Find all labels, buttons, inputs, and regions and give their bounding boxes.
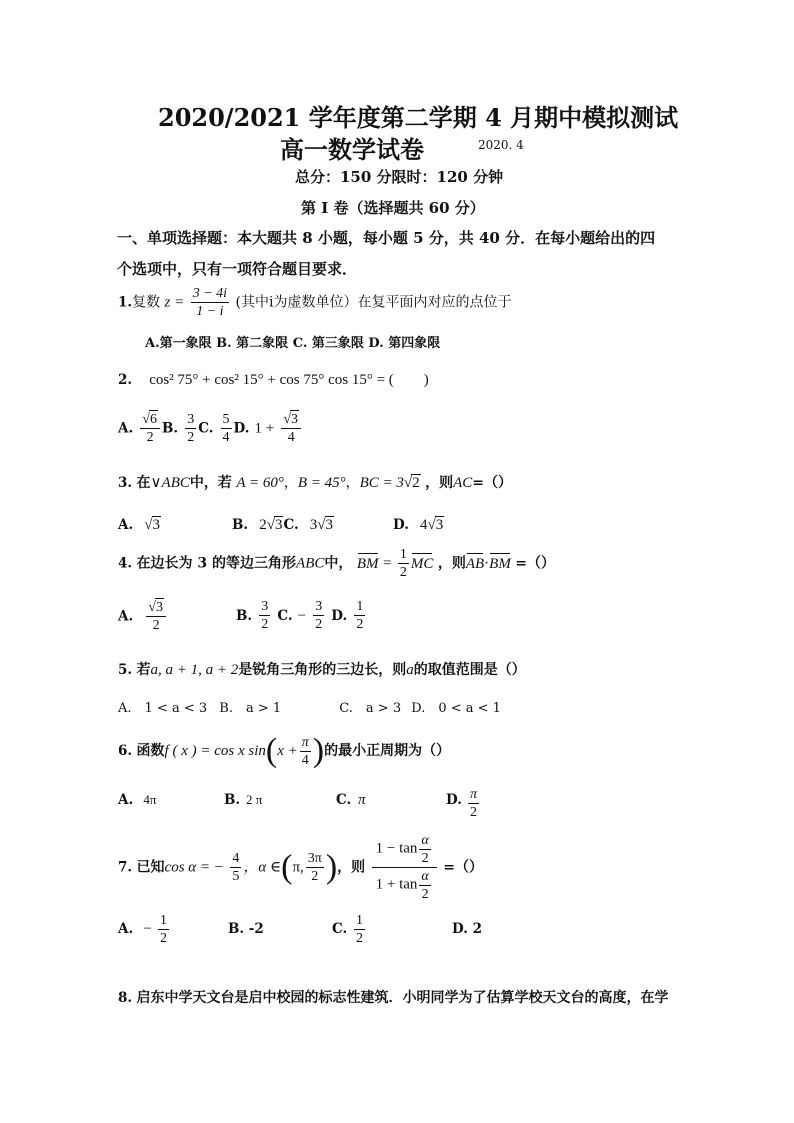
option-b: B. -2	[228, 921, 264, 937]
q1-lhs: z =	[164, 294, 185, 311]
q7-bottom-half-den: 2	[421, 887, 429, 902]
q2-expression: cos² 75° + cos² 15° + cos 75° cos 15° = ( )	[149, 372, 429, 388]
q7-cos-expression: cos α = −	[164, 859, 224, 876]
q6-denominator: 4	[301, 752, 309, 768]
option-a-fraction	[140, 410, 160, 446]
option-c-numerator: 3	[315, 599, 323, 614]
q4-denominator: 2	[399, 565, 407, 580]
question-6	[118, 732, 450, 770]
option-c-numerator: 1	[356, 913, 363, 928]
option-a-fraction	[158, 912, 169, 947]
option-b-label: B.	[224, 792, 241, 808]
question-number: 4.	[118, 555, 133, 572]
option-c-fraction	[354, 912, 365, 947]
q6-pre: 函数	[136, 743, 165, 759]
option-d-numerator: π	[470, 787, 478, 802]
q7-top-prefix: 1 − tan	[375, 840, 418, 857]
q7-interval-lo: π,	[292, 859, 304, 876]
option-a-numerator: √6	[140, 410, 160, 429]
option-d-label: D.	[331, 608, 348, 624]
q3-triangle: ∨ABC	[150, 475, 190, 491]
question-number: 1.	[118, 294, 133, 311]
q3-tail: =（）	[472, 475, 513, 491]
option-a-label: A.	[118, 420, 134, 437]
q7-cos-numerator: 4	[232, 851, 240, 866]
option-b-value: 2√3	[259, 517, 283, 533]
option-c-sign: −	[297, 608, 307, 624]
vector-bm: BM	[356, 555, 379, 572]
q7-bottom-half-num: α	[421, 869, 429, 884]
q6-expression: f ( x ) = cos x sin	[164, 743, 266, 759]
q5-expression: a, a + 1, a + 2	[150, 662, 239, 678]
right-paren: )	[312, 732, 325, 769]
option-d-coef: 4	[420, 517, 428, 533]
option-a-label: A.	[118, 608, 134, 625]
q7-options	[118, 912, 498, 947]
option-d: D. 2	[452, 921, 483, 937]
option-c-label: C.	[332, 921, 348, 937]
option-a-numerator: √3	[146, 598, 166, 617]
q3-post: ，则	[425, 475, 454, 491]
question-2	[118, 368, 429, 389]
score-line: 总分：150 分限时：120 分钟	[295, 168, 504, 186]
option-c-numerator: 5	[222, 411, 230, 427]
q3-radicand: 2	[412, 475, 420, 491]
option-d-denominator: 2	[356, 617, 364, 632]
exam-subtitle: 高一数学试卷	[280, 135, 424, 164]
q3-option-a	[118, 514, 161, 534]
q7-interval-numerator: 3π	[307, 851, 322, 866]
q3-ask: AC	[453, 475, 473, 491]
option-b-numerator: 3	[261, 599, 269, 614]
option-d-value: 4√3	[420, 517, 444, 533]
question-5	[118, 659, 526, 679]
option-b-label: B.	[236, 608, 253, 624]
q6-inner: x +	[277, 743, 298, 759]
option-b-fraction	[259, 598, 270, 633]
question-8	[118, 987, 669, 1007]
q7-interval-denominator: 2	[311, 869, 319, 884]
option-b-radicand: 3	[274, 517, 283, 533]
option-d-fraction	[468, 786, 479, 821]
q3-option-d	[393, 514, 444, 534]
q1-fraction	[191, 285, 229, 320]
option-c-value: 3√3	[309, 517, 333, 533]
option-d-label: D.	[393, 517, 409, 533]
q4-post: ，则	[437, 555, 466, 572]
q1-numerator: 3 − 4i	[192, 286, 228, 301]
option-b-denominator: 2	[261, 617, 269, 632]
q5-post: 的取值范围是（）	[413, 662, 526, 678]
option-b-value: 2 π	[246, 792, 263, 807]
option-a-denominator: 2	[146, 430, 154, 445]
q3-option-bc	[232, 514, 334, 534]
question-number: 7.	[118, 859, 133, 876]
option-d-label: D.	[446, 792, 462, 808]
option-d-denominator: 2	[470, 805, 477, 820]
q1-post: (其中i为虚数单位）在复平面内对应的点位于	[235, 294, 512, 311]
question-1	[118, 285, 511, 320]
option-a-value: 4π	[143, 792, 157, 807]
q7-top-half-den: 2	[421, 851, 429, 866]
left-paren: (	[281, 848, 293, 886]
q3-cond1: A = 60°	[236, 475, 284, 491]
option-c-fraction	[221, 411, 232, 446]
option-c-label: C.	[336, 792, 352, 808]
q7-interval-fraction	[306, 850, 324, 885]
q2-options	[118, 410, 303, 446]
option-a-sign: −	[143, 921, 152, 937]
q6-numerator: π	[301, 734, 309, 750]
q4-pre: 在边长为 3 的等边三角形	[136, 555, 297, 572]
q4-numerator: 1	[399, 547, 407, 562]
option-d: D. 0 < a < 1	[411, 701, 501, 716]
q7-bottom-half	[419, 868, 430, 903]
option-c-denominator: 2	[356, 931, 363, 946]
option-b-fraction	[185, 411, 196, 446]
option-a-radicand: 3	[155, 600, 163, 615]
option-a-label: A.	[118, 792, 134, 808]
option-a-denominator: 2	[159, 931, 167, 946]
q5-pre: 若	[136, 662, 151, 678]
question-number: 2.	[118, 372, 133, 388]
q1-pre: 复数	[132, 294, 161, 311]
q5-options	[118, 697, 501, 716]
q7-cos-fraction	[230, 850, 241, 885]
q7-post: ，则	[337, 859, 366, 876]
option-c-label: C.	[277, 608, 293, 624]
q5-var: a	[406, 662, 414, 678]
option-a-numerator: 1	[159, 913, 167, 928]
q7-top-half	[419, 832, 430, 867]
option-d-numerator: 1	[356, 599, 364, 614]
q7-bottom-prefix: 1 + tan	[375, 876, 418, 893]
vector-mc: MC	[410, 555, 434, 572]
option-b: B. a > 1	[219, 701, 282, 716]
q7-big-fraction	[372, 832, 437, 903]
option-b-coef: 2	[259, 517, 267, 533]
q7-cos-denominator: 5	[232, 869, 240, 884]
option-d-denominator: 4	[287, 430, 295, 445]
q4-equals: =	[382, 555, 392, 572]
option-b-numerator: 3	[187, 411, 195, 427]
question-4	[118, 546, 555, 581]
option-d-numerator: √3	[281, 410, 301, 429]
q4-tail: =（）	[515, 555, 556, 572]
q3-cond3: BC = 3	[359, 475, 404, 491]
option-b-label: B.	[161, 420, 179, 437]
question-3	[118, 472, 512, 492]
question-number: 8.	[118, 990, 133, 1006]
option-a-radicand: 6	[149, 412, 157, 427]
q3-mid: 中，若	[189, 475, 232, 491]
option-c-label: C.	[283, 517, 299, 533]
question-number: 3.	[118, 475, 133, 491]
q7-big-denominator	[372, 868, 437, 903]
option-a-label: A.	[118, 517, 134, 533]
q3-pre: 在	[136, 475, 151, 491]
q4-option-a	[118, 598, 168, 634]
option-c-denominator: 4	[222, 429, 230, 445]
option-a-label: A.	[118, 921, 134, 937]
q1-options: A.第一象限 B. 第二象限 C. 第三象限 D. 第四象限	[145, 336, 441, 351]
volume-line: 第 I 卷（选择题共 60 分）	[301, 199, 485, 217]
option-a-denominator: 2	[152, 618, 160, 633]
q7-tail: =（）	[443, 859, 483, 876]
q7-in-expression: ，α ∈	[243, 859, 282, 876]
q4-fraction	[398, 546, 409, 581]
option-d-radicand: 3	[435, 517, 444, 533]
section-heading: 一、单项选择题：本大题共 8 小题，每小题 5 分，共 40 分．在每小题给出的四	[117, 229, 656, 247]
q8-text: 启东中学天文台是启中校园的标志性建筑．小明同学为了估算学校天文台的高度，在学	[136, 990, 669, 1006]
option-c-radicand: 3	[325, 517, 333, 533]
q7-big-numerator	[372, 832, 437, 868]
q3-cond2: B = 45°	[297, 475, 346, 491]
q1-denominator: 1 − i	[196, 304, 224, 319]
option-d-fraction	[354, 598, 365, 633]
q4-mid: 中，	[324, 555, 353, 572]
option-c-value: π	[358, 792, 366, 808]
q7-top-half-num: α	[421, 833, 429, 848]
left-paren: (	[265, 732, 278, 769]
question-7	[118, 832, 483, 903]
option-c-label: C.	[198, 420, 214, 437]
option-d-prefix: 1 +	[254, 420, 275, 437]
question-number: 6.	[118, 743, 133, 759]
vector-bm-2: BM	[489, 555, 511, 572]
option-a-radical: √3	[144, 517, 161, 533]
option-b-label: B.	[232, 517, 249, 533]
option-c-fraction	[313, 598, 324, 633]
option-a-fraction	[146, 598, 166, 634]
option-d-fraction	[281, 410, 301, 446]
section-heading-cont: 个选项中，只有一项符合题目要求．	[117, 260, 358, 278]
option-a: A. 1 < a < 3	[118, 701, 208, 716]
q7-pre: 已知	[136, 859, 165, 876]
q6-options	[118, 787, 498, 820]
q5-mid: 是锐角三角形的三边长，则	[238, 662, 407, 678]
question-number: 5.	[118, 662, 133, 678]
q6-fraction	[300, 734, 311, 769]
right-paren: )	[325, 848, 338, 886]
option-d-radicand: 3	[291, 412, 299, 427]
exam-title: 2020/2021 学年度第二学期 4 月期中模拟测试	[158, 103, 679, 132]
option-d-label: D.	[233, 420, 250, 437]
q6-post: 的最小正周期为（）	[324, 743, 451, 759]
q3-sep1: ，	[283, 475, 298, 491]
q4-triangle: ABC	[296, 555, 325, 572]
option-c-denominator: 2	[315, 617, 323, 632]
exam-date: 2020. 4	[478, 138, 524, 152]
option-b-denominator: 2	[187, 429, 195, 445]
option-a-radicand: 3	[152, 517, 161, 533]
q4-options-bcd	[236, 598, 367, 633]
q4-dot: ·	[484, 555, 490, 572]
q3-sep2: ，	[345, 475, 360, 491]
option-c-coef: 3	[309, 517, 318, 533]
vector-ab: AB	[465, 555, 485, 572]
option-c: C. a > 3	[339, 701, 402, 716]
q3-radical: √2	[403, 475, 420, 491]
